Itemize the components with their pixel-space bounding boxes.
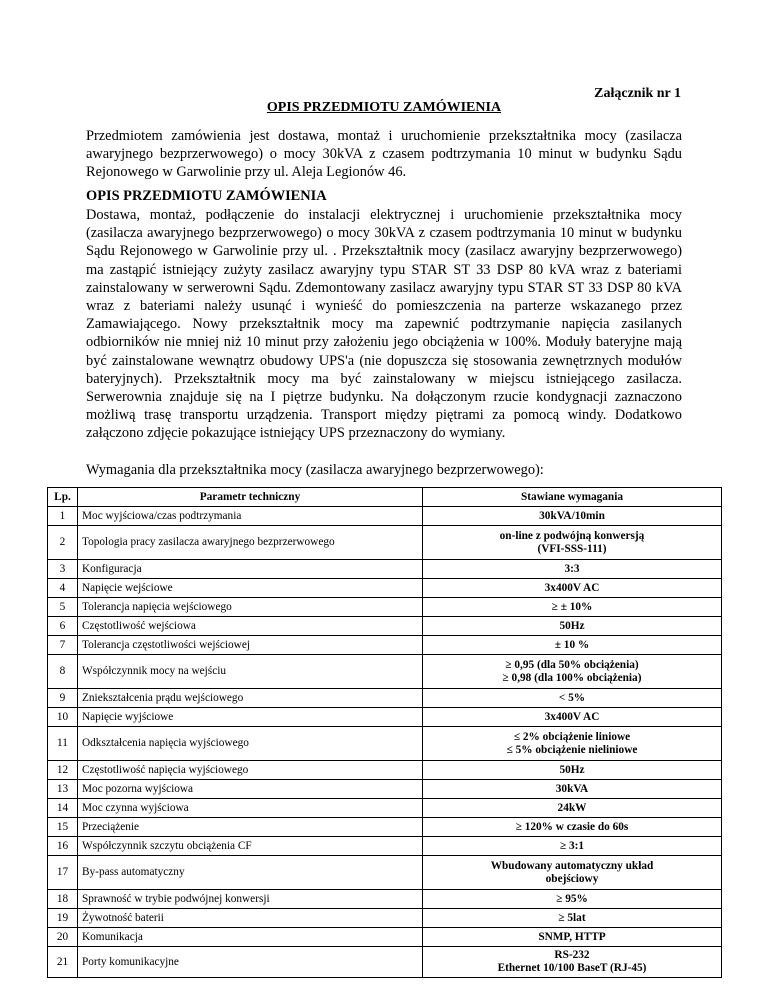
table-row bbox=[48, 617, 722, 636]
requirement-line: 50Hz bbox=[559, 619, 585, 632]
table-row bbox=[48, 655, 722, 689]
table-row bbox=[48, 689, 722, 708]
section-heading: OPIS PRZEDMIOTU ZAMÓWIENIA bbox=[86, 188, 327, 204]
row-parameter: Moc wyjściowa/czas podtrzymania bbox=[78, 507, 423, 526]
table-row bbox=[48, 579, 722, 598]
table-row bbox=[48, 818, 722, 837]
table-row bbox=[48, 780, 722, 799]
row-parameter: Napięcie wyjściowe bbox=[78, 708, 423, 727]
requirement-line: 50Hz bbox=[559, 763, 585, 776]
row-requirement bbox=[423, 727, 722, 761]
requirement-line: ≥ 95% bbox=[556, 892, 588, 905]
header-param: Parametr techniczny bbox=[78, 488, 423, 507]
row-requirement bbox=[423, 689, 722, 708]
row-number: 21 bbox=[48, 947, 78, 978]
row-number: 3 bbox=[48, 560, 78, 579]
requirement-line: obejściowy bbox=[545, 872, 599, 885]
row-parameter: Współczynnik szczytu obciążenia CF bbox=[78, 837, 423, 856]
row-number: 2 bbox=[48, 526, 78, 560]
table-row bbox=[48, 909, 722, 928]
row-number: 6 bbox=[48, 617, 78, 636]
row-number: 19 bbox=[48, 909, 78, 928]
row-parameter: Sprawność w trybie podwójnej konwersji bbox=[78, 890, 423, 909]
row-requirement bbox=[423, 780, 722, 799]
row-requirement bbox=[423, 890, 722, 909]
requirement-line: ≥ 120% w czasie do 60s bbox=[515, 820, 629, 833]
requirement-line: ≤ 2% obciążenie liniowe bbox=[513, 730, 631, 743]
row-requirement bbox=[423, 837, 722, 856]
header-req: Stawiane wymagania bbox=[423, 488, 722, 507]
row-requirement bbox=[423, 761, 722, 780]
row-parameter: Żywotność baterii bbox=[78, 909, 423, 928]
row-requirement bbox=[423, 598, 722, 617]
row-number: 7 bbox=[48, 636, 78, 655]
row-parameter: Napięcie wejściowe bbox=[78, 579, 423, 598]
row-number: 4 bbox=[48, 579, 78, 598]
row-requirement bbox=[423, 655, 722, 689]
row-requirement bbox=[423, 856, 722, 890]
row-parameter: Topologia pracy zasilacza awaryjnego bezprzerwowego bbox=[78, 526, 423, 560]
table-row bbox=[48, 890, 722, 909]
requirement-line: Wbudowany automatyczny układ bbox=[490, 859, 654, 872]
table-row bbox=[48, 761, 722, 780]
table-row bbox=[48, 636, 722, 655]
row-requirement bbox=[423, 636, 722, 655]
row-number: 20 bbox=[48, 928, 78, 947]
requirement-line: ≥ 5lat bbox=[558, 911, 586, 924]
table-row bbox=[48, 727, 722, 761]
row-number: 8 bbox=[48, 655, 78, 689]
row-requirement bbox=[423, 818, 722, 837]
row-number: 16 bbox=[48, 837, 78, 856]
requirement-line: 3:3 bbox=[564, 562, 580, 575]
row-requirement bbox=[423, 560, 722, 579]
row-number: 14 bbox=[48, 799, 78, 818]
row-parameter: Porty komunikacyjne bbox=[78, 947, 423, 978]
row-requirement bbox=[423, 708, 722, 727]
row-number: 15 bbox=[48, 818, 78, 837]
row-parameter: Moc czynna wyjściowa bbox=[78, 799, 423, 818]
row-parameter: Moc pozorna wyjściowa bbox=[78, 780, 423, 799]
requirement-line: 3x400V AC bbox=[544, 710, 600, 723]
table-row bbox=[48, 507, 722, 526]
row-number: 11 bbox=[48, 727, 78, 761]
annex-label: Załącznik nr 1 bbox=[594, 86, 681, 101]
requirement-line: on-line z podwójną konwersją bbox=[499, 529, 645, 542]
section-body: Dostawa, montaż, podłączenie do instalacji elektrycznej i uruchomienie przekształtnika mocy (zasilacza awaryjnego bezprzerwowego) o mocy 30kVA z czasem podtrzymania 10 minut w budynku Sądu Rejonowego w Garwolinie przy ul. . Przekształtnik mocy (zasilacz awaryjny bezprzerwowego) ma zastąpić istniejący zużyty zasilacz awaryjny typu STAR ST 33 DSP 80 kVA wraz z bateriami zainstalowany w serwerowni Sądu. Zdemontowany zasilacz awaryjny typu STAR ST 33 DSP 80 kVA wraz z bateriami należy usunąć i wynieść do pomieszczenia na parterze wskazanego przez Zamawiającego. Nowy przekształtnik mocy ma zapewnić podtrzymanie napięcia zasilanych odbiorników nie mniej niż 10 minut przy założeniu jego obciążenia w 100%. Moduły bateryjne mają być zainstalowane wewnątrz obudowy UPS'a (nie dopuszcza się stosowania zewnętrznych modułów bateryjnych). Przekształtnik mocy ma być zainstalowany w miejscu istniejącego zasilacza. Serwerownia znajduje się na I piętrze budynku. Na dołączonym rzucie kondygnacji zaznaczono możliwą trasę transportu urządzenia. Transport między piętrami za pomocą windy. Dodatkowo załączono zdjęcie pokazujące istniejący UPS przeznaczony do wymiany. bbox=[86, 207, 682, 442]
requirement-line: 24kW bbox=[557, 801, 587, 814]
requirement-line: ≥ 3:1 bbox=[559, 839, 585, 852]
row-parameter: Tolerancja częstotliwości wejściowej bbox=[78, 636, 423, 655]
requirement-line: 30kVA bbox=[555, 782, 589, 795]
row-requirement bbox=[423, 909, 722, 928]
requirement-line: < 5% bbox=[558, 691, 586, 704]
row-number: 17 bbox=[48, 856, 78, 890]
requirement-line: ≥ 0,98 (dla 100% obciążenia) bbox=[502, 671, 642, 684]
table-header-row bbox=[48, 488, 722, 507]
header-lp: Lp. bbox=[48, 488, 78, 507]
requirement-line: 3x400V AC bbox=[544, 581, 600, 594]
row-parameter: Konfiguracja bbox=[78, 560, 423, 579]
table-row bbox=[48, 799, 722, 818]
row-parameter: Komunikacja bbox=[78, 928, 423, 947]
row-requirement bbox=[423, 579, 722, 598]
row-requirement bbox=[423, 799, 722, 818]
requirement-line: Ethernet 10/100 BaseT (RJ-45) bbox=[497, 962, 647, 974]
table-row bbox=[48, 708, 722, 727]
row-parameter: Przeciążenie bbox=[78, 818, 423, 837]
table-row bbox=[48, 560, 722, 579]
row-number: 5 bbox=[48, 598, 78, 617]
requirement-line: RS-232 bbox=[554, 949, 590, 961]
row-number: 1 bbox=[48, 507, 78, 526]
table-body bbox=[48, 507, 722, 978]
requirement-line: ≤ 5% obciążenie nieliniowe bbox=[506, 743, 638, 756]
requirement-line: ≥ ± 10% bbox=[551, 600, 593, 613]
table-row bbox=[48, 526, 722, 560]
row-number: 10 bbox=[48, 708, 78, 727]
row-number: 12 bbox=[48, 761, 78, 780]
table-row bbox=[48, 837, 722, 856]
table-row bbox=[48, 928, 722, 947]
requirements-intro: Wymagania dla przekształtnika mocy (zasilacza awaryjnego bezprzerwowego): bbox=[86, 462, 544, 478]
row-parameter: Współczynnik mocy na wejściu bbox=[78, 655, 423, 689]
row-number: 18 bbox=[48, 890, 78, 909]
row-requirement bbox=[423, 947, 722, 978]
table-row bbox=[48, 947, 722, 978]
requirement-line: (VFI-SSS-111) bbox=[537, 542, 607, 555]
row-requirement bbox=[423, 507, 722, 526]
row-requirement bbox=[423, 617, 722, 636]
row-parameter: Częstotliwość wejściowa bbox=[78, 617, 423, 636]
document-title: OPIS PRZEDMIOTU ZAMÓWIENIA bbox=[266, 100, 502, 115]
row-parameter: Odkształcenia napięcia wyjściowego bbox=[78, 727, 423, 761]
row-parameter: By-pass automatyczny bbox=[78, 856, 423, 890]
row-number: 13 bbox=[48, 780, 78, 799]
row-parameter: Częstotliwość napięcia wyjściowego bbox=[78, 761, 423, 780]
table-row bbox=[48, 598, 722, 617]
requirement-line: 30kVA/10min bbox=[539, 509, 605, 522]
requirements-table bbox=[47, 487, 722, 978]
table-row bbox=[48, 856, 722, 890]
requirement-line: SNMP, HTTP bbox=[538, 930, 606, 943]
requirement-line: ≥ 0,95 (dla 50% obciążenia) bbox=[505, 658, 639, 671]
intro-paragraph: Przedmiotem zamówienia jest dostawa, montaż i uruchomienie przekształtnika mocy (zasilacza awaryjnego bezprzerwowego) o mocy 30kVA z czasem podtrzymania 10 minut w budynku Sądu Rejonowego w Garwolinie przy ul. Aleja Legionów 46. bbox=[86, 128, 682, 181]
row-requirement bbox=[423, 526, 722, 560]
row-parameter: Tolerancja napięcia wejściowego bbox=[78, 598, 423, 617]
row-number: 9 bbox=[48, 689, 78, 708]
row-requirement bbox=[423, 928, 722, 947]
requirement-line: ± 10 % bbox=[554, 638, 590, 651]
row-parameter: Zniekształcenia prądu wejściowego bbox=[78, 689, 423, 708]
